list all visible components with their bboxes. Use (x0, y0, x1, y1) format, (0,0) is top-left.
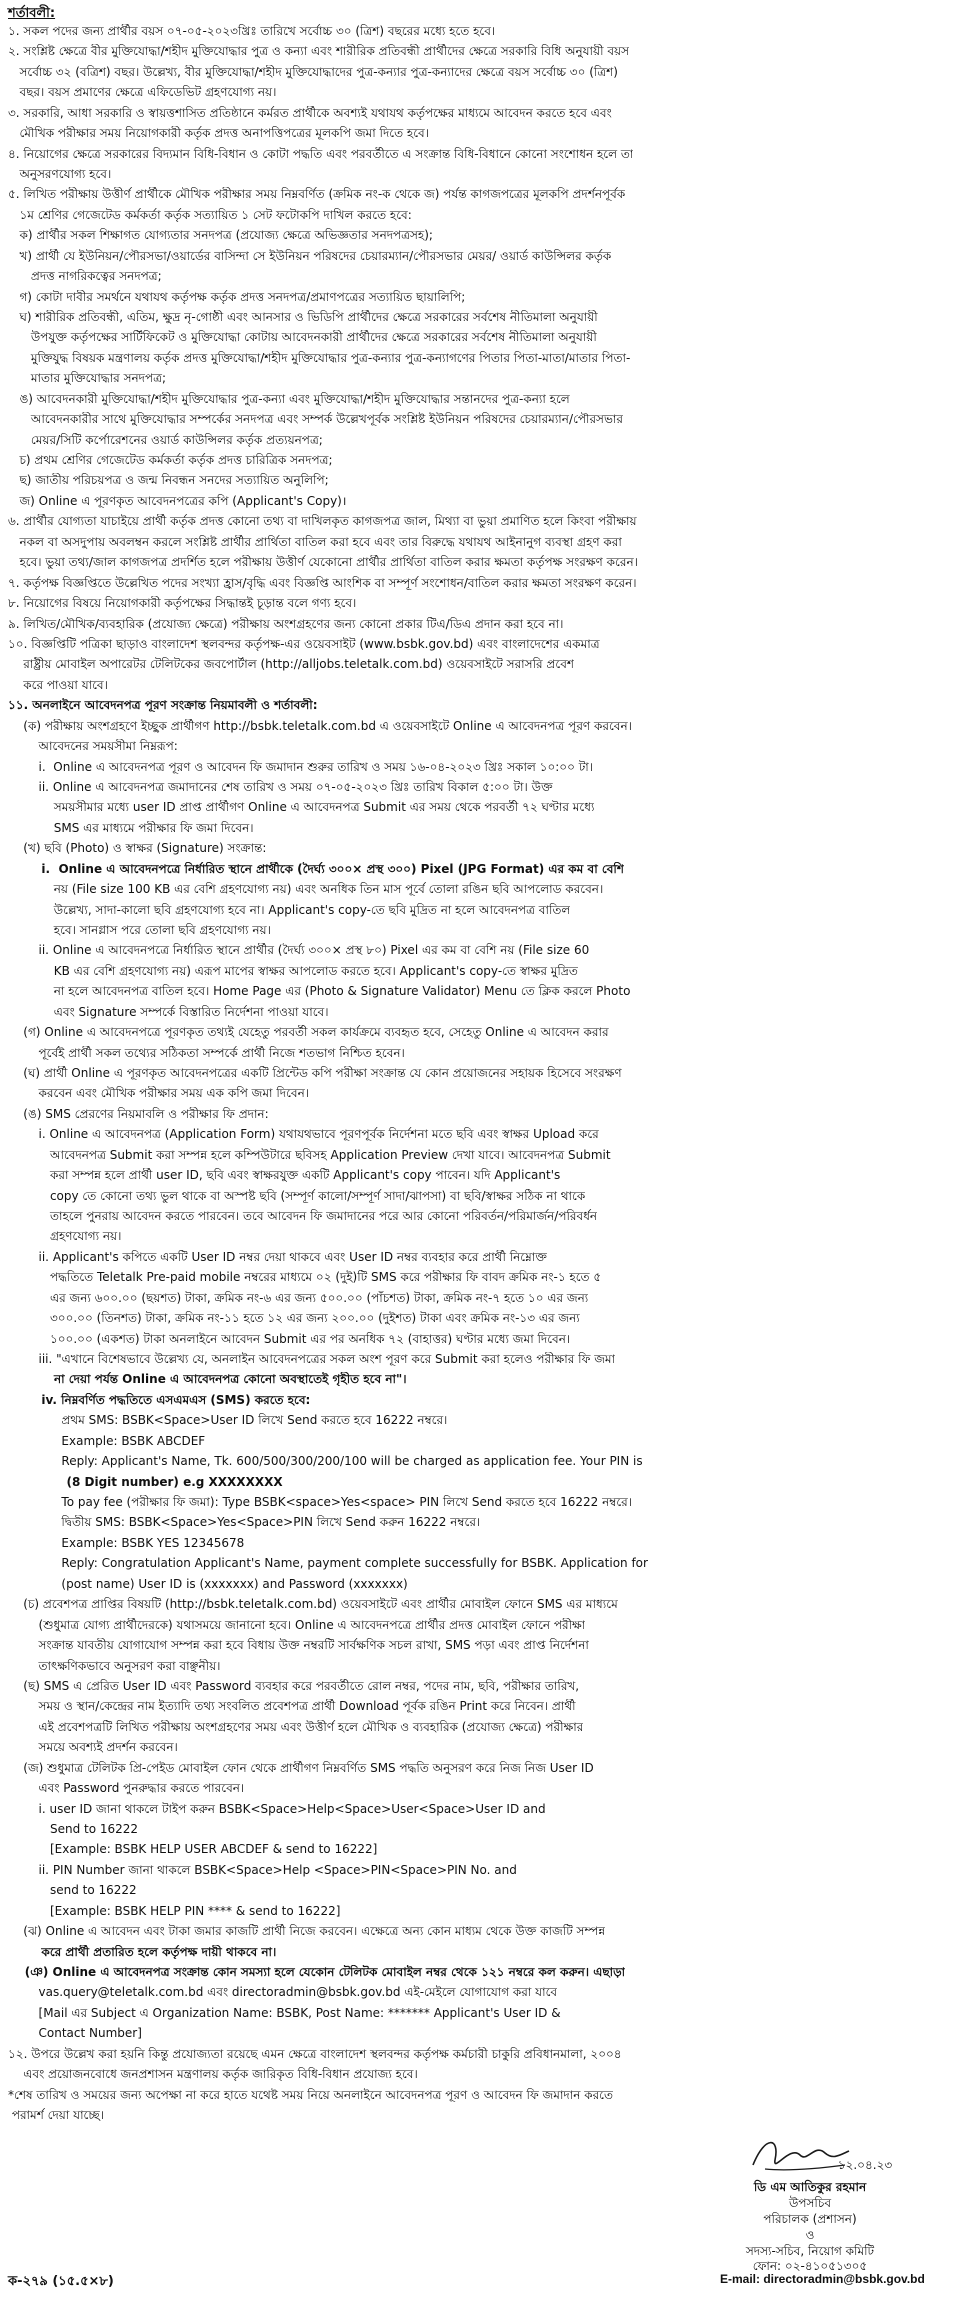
text-line: প্রদত্ত নাগরিকত্বের সনদপত্র; (8, 269, 162, 283)
text-line: আবেদনের সময়সীমা নিম্নরূপ: (8, 739, 178, 753)
text-line: (ক) পরীক্ষায় অংশগ্রহণে ইচ্ছুক প্রার্থীগণ http://bsbk.teletalk.com.bd এ ওয়েবসাইটে Online এ আবেদনপত্র পূরণ করবেন। (8, 719, 632, 733)
text-line: (8 Digit number) e.g XXXXXXXX (8, 1475, 283, 1489)
text-line: না হলে আবেদনপত্র বাতিল হবে। Home Page এর (Photo & Signature Validator) Menu তে ক্লিক করলে Photo (8, 984, 631, 998)
text-line: ৩০০.০০ (তিনশত) টাকা, ক্রমিক নং-১১ হতে ১২ এর জন্য ২০০.০০ (দুইশত) টাকা এবং ক্রমিক নং-১৩ এর জন্য (8, 1311, 580, 1325)
text-line: Example: BSBK ABCDEF (8, 1434, 206, 1448)
text-line: [Example: BSBK HELP USER ABCDEF & send to 16222] (8, 1842, 378, 1856)
text-line: ১০. বিজ্ঞপ্তিটি পত্রিকা ছাড়াও বাংলাদেশ স্থলবন্দর কর্তৃপক্ষ-এর ওয়েবসাইট (www.bsbk.gov.bd) এবং বাংলাদেশের একমাত্র (8, 637, 600, 651)
text-line: ২. সংশ্লিষ্ট ক্ষেত্রে বীর মুক্তিযোদ্ধা/শহীদ মুক্তিযোদ্ধার পুত্র ও কন্যা এবং শারীরিক প্রতিবন্ধী প্রার্থীদের ক্ষেত্রে সরকারি বিধি অনুযায়ী বয়স (8, 44, 630, 58)
text-line: রাষ্ট্রীয় মোবাইল অপারেটর টেলিটকের জবপোর্টাল (http://alljobs.teletalk.com.bd) ওয়েবসাইটে সরাসরি প্রবেশ (8, 657, 574, 671)
text-line: অনুসরণযোগ্য হবে। (8, 167, 112, 181)
signatory-conj: ও (805, 2228, 815, 2242)
text-line: আবেদনকারীর সাথে মুক্তিযোদ্ধার সম্পর্কের সনদপত্র এবং সম্পর্ক উল্লেখপূর্বক সংশ্লিষ্ট ইউনিয়ন পরিষদের চেয়ারম্যান/পৌরসভার (8, 412, 623, 426)
text-line: উল্লেখ্য, সাদা-কালো ছবি গ্রহণযোগ্য হবে না। Applicant's copy-তে ছবি মুদ্রিত না হলে আবেদনপত্র বাতিল (8, 903, 571, 917)
text-line: ঙ) আবেদনকারী মুক্তিযোদ্ধা/শহীদ মুক্তিযোদ্ধার পুত্র-কন্যা এবং মুক্তিযোদ্ধা/শহীদ মুক্তিযোদ্ধার সন্তানদের পুত্র-কন্যা হলে (8, 392, 570, 406)
text-line: পরামর্শ দেয়া যাচ্ছে। (8, 2108, 105, 2122)
text-line: সংক্রান্ত যাবতীয় যোগাযোগ সম্পন্ন করা হবে বিধায় উক্ত নম্বরটি সার্বক্ষণিক সচল রাখা, SMS পড়া এবং প্রাপ্ত নির্দেশনা (8, 1638, 589, 1652)
text-line: করা সম্পন্ন হলে প্রার্থী user ID, ছবি এবং স্বাক্ষরযুক্ত একটি Applicant's copy পাবেন। যদি Applicant's (8, 1168, 561, 1182)
text-line: (জ) শুধুমাত্র টেলিটক প্রি-পেইড মোবাইল ফোন থেকে প্রার্থীগণ নিম্নবর্ণিত SMS পদ্ধতি অনুসরণ করে নিজ নিজ User ID (8, 1761, 594, 1775)
text-line: (গ) Online এ আবেদনপত্রে পূরণকৃত তথ্যই যেহেতু পরবর্তী সকল কার্যক্রমে ব্যবহৃত হবে, সেহেতু Online এ আবেদন করার (8, 1025, 609, 1039)
text-line: To pay fee (পরীক্ষার ফি জমা): Type BSBK<space>Yes<space> PIN লিখে Send করতে হবে 16222 নম্বরে। (8, 1495, 633, 1509)
text-line: i. Online এ আবেদনপত্র পূরণ ও আবেদন ফি জমাদান শুরুর তারিখ ও সময় ১৬-০৪-২০২৩ খ্রিঃ সকাল ১০:০০ টা। (8, 760, 594, 774)
text-line: send to 16222 (8, 1883, 137, 1897)
signatory-phone: ফোন: ০২-৪১০৫১৩০৫ (752, 2259, 868, 2273)
reference-number: ক-২৭৯ (১৫.৫×৮) (8, 2274, 114, 2289)
signatory-designation: উপসচিব (788, 2196, 831, 2210)
text-line: মুক্তিযুদ্ধ বিষয়ক মন্ত্রণালয় কর্তৃক প্রদত্ত মুক্তিযোদ্ধা/শহীদ মুক্তিযোদ্ধার পুত্র-কন্যার পুত্র-কন্যাগণের পিতার পিতা-মাতা/মাতার পিতা- (8, 351, 631, 365)
text-line: (ঝ) Online এ আবেদন এবং টাকা জমার কাজটি প্রার্থী নিজে করবেন। এক্ষেত্রে অন্য কোন মাধ্যম থেকে উক্ত কাজটি সম্পন্ন (8, 1924, 606, 1938)
text-line: সময়সীমার মধ্যে user ID প্রাপ্ত প্রার্থীগণ Online এ আবেদনপত্র Submit এর সময় থেকে পরবর্তী ৭২ ঘণ্টার মধ্যে (8, 800, 595, 814)
text-line: খ) প্রার্থী যে ইউনিয়ন/পৌরসভা/ওয়ার্ডের বাসিন্দা সে ইউনিয়ন পরিষদের চেয়ারম্যান/পৌরসভার মেয়র/ ওয়ার্ড কাউন্সিলর কর্তৃক (8, 249, 612, 263)
text-line: ১২. উপরে উল্লেখ করা হয়নি কিন্তু প্রযোজ্যতা রয়েছে এমন ক্ষেত্রে বাংলাদেশ স্থলবন্দর কর্তৃপক্ষ কর্মচারী চাকুরি প্রবিধানমালা, ২০০৪ (8, 2047, 622, 2061)
text-line: এর জন্য ৬০০.০০ (ছয়শত) টাকা, ক্রমিক নং-৬ এর জন্য ৫০০.০০ (পাঁচশত) টাকা, ক্রমিক নং-৭ হতে ১০ এর জন্য (8, 1291, 589, 1305)
text-line: ১. সকল পদের জন্য প্রার্থীর বয়স ০৭-০৫-২০২৩খ্রিঃ তারিখে সর্বোচ্চ ৩০ (ত্রিশ) বছরের মধ্যে হতে হবে। (8, 24, 496, 38)
text-line: চ) প্রথম শ্রেণির গেজেটেড কর্মকর্তা কর্তৃক প্রদত্ত চারিত্রিক সনদপত্র; (8, 453, 333, 467)
text-line: ii. Online এ আবেদনপত্র জমাদানের শেষ তারিখ ও সময় ০৭-০৫-২০২৩ খ্রিঃ তারিখ বিকাল ৫:০০ টা। উক্ত (8, 780, 553, 794)
text-line: Contact Number] (8, 2026, 142, 2040)
text-line: copy তে কোনো তথ্য ভুল থাকে বা অস্পষ্ট ছবি (সম্পূর্ণ কালো/সম্পূর্ণ সাদা/ঝাপসা) বা ছবি/স্বাক্ষর সঠিক না থাকে (8, 1189, 586, 1203)
text-line: iii. "এখানে বিশেষভাবে উল্লেখ্য যে, অনলাইন আবেদনপত্রের সকল অংশ পূরণ করে Submit করা হলেও পরীক্ষার ফি জমা (8, 1352, 616, 1366)
text-line: (ঙ) SMS প্রেরণের নিয়মাবলি ও পরীক্ষার ফি প্রদান: (8, 1107, 269, 1121)
text-line: (post name) User ID is (xxxxxxx) and Password (xxxxxxx) (8, 1577, 408, 1591)
text-line: Reply: Congratulation Applicant's Name, payment complete successfully for BSBK. Application for (8, 1556, 648, 1570)
text-line: ৬. প্রার্থীর যোগ্যতা যাচাইয়ে প্রার্থী কর্তৃক প্রদত্ত কোনো তথ্য বা দাখিলকৃত কাগজপত্র জাল, মিথ্যা বা ভুয়া প্রমাণিত হলে কিংবা পরীক্ষায় (8, 514, 637, 528)
text-line: উপযুক্ত কর্তৃপক্ষের সার্টিফিকেট ও মুক্তিযোদ্ধা কোটায় আবেদনকারী প্রার্থীদের ক্ষেত্রে সরকারের সর্বশেষ নীতিমালা অনুযায়ী (8, 330, 597, 344)
text-line: SMS এর মাধ্যমে পরীক্ষার ফি জমা দিবেন। (8, 821, 254, 835)
text-line: এবং Password পুনরুদ্ধার করতে পারবেন। (8, 1781, 245, 1795)
text-line: মৌখিক পরীক্ষার সময় নিয়োগকারী কর্তৃক প্রদত্ত অনাপত্তিপত্রের মূলকপি জমা দিতে হবে। (8, 126, 429, 140)
text-line: ii. Online এ আবেদনপত্রে নির্ধারিত স্থানে প্রার্থীর (দৈর্ঘ্য ৩০০× প্রস্থ ৮০) Pixel এর কম বা বেশি নয় (File size 60 (8, 943, 590, 957)
text-line: i. user ID জানা থাকলে টাইপ করুন BSBK<Space>Help<Space>User<Space>User ID and (8, 1802, 546, 1816)
text-line: হবে। ভুয়া তথ্য/জাল কাগজপত্র প্রদর্শিত হলে পরীক্ষায় উত্তীর্ণ যেকোনো প্রার্থীর প্রার্থিতা বাতিল করার ক্ষমতা কর্তৃপক্ষ সংরক্ষণ করেন। (8, 555, 638, 569)
text-line: ১১. অনলাইনে আবেদনপত্র পূরণ সংক্রান্ত নিয়মাবলী ও শর্তাবলী: (8, 698, 318, 712)
text-line: হবে। সানগ্লাস পরে তোলা ছবি গ্রহণযোগ্য নয়। (8, 923, 271, 937)
text-line: Send to 16222 (8, 1822, 139, 1836)
text-line: নকল বা অসদুপায় অবলম্বন করলে সংশ্লিষ্ট প্রার্থীর প্রার্থিতা বাতিল করা হবে এবং তার বিরুদ্ধে যথাযথ আইনানুগ ব্যবস্থা গ্রহণ করা (8, 535, 622, 549)
text-line: না দেয়া পর্যন্ত Online এ আবেদনপত্র কোনো অবস্থাতেই গৃহীত হবে না"। (8, 1372, 407, 1386)
text-line: ১ম শ্রেণির গেজেটেড কর্মকর্তা কর্তৃক সত্যায়িত ১ সেট ফটোকপি দাখিল করতে হবে: (8, 208, 412, 222)
text-line: (ঘ) প্রার্থী Online এ পূরণকৃত আবেদনপত্রের একটি প্রিন্টেড কপি পরীক্ষা সংক্রান্ত যে কোন প্রয়োজনের সহায়ক হিসেবে সংরক্ষণ (8, 1066, 622, 1080)
text-line: i. Online এ আবেদনপত্রে নির্ধারিত স্থানে প্রার্থীকে (দৈর্ঘ্য ৩০০× প্রস্থ ৩০০) Pixel (JPG Format) এর কম বা বেশি (8, 862, 624, 876)
text-line: ক) প্রার্থীর সকল শিক্ষাগত যোগ্যতার সনদপত্র (প্রযোজ্য ক্ষেত্রে অভিজ্ঞতার সনদপত্রসহ); (8, 228, 433, 242)
text-line: দ্বিতীয় SMS: BSBK<Space>Yes<Space>PIN লিখে Send করুন 16222 নম্বরে। (8, 1515, 481, 1529)
signature-image (745, 2125, 855, 2185)
signatory-committee: সদস্য-সচিব, নিয়োগ কমিটি (745, 2244, 875, 2258)
signature-date: ১২.০৪.২৩ (837, 2158, 893, 2172)
text-line: জ) Online এ পূরণকৃত আবেদনপত্রের কপি (Applicant's Copy)। (8, 494, 347, 508)
text-line: vas.query@teletalk.com.bd এবং directoradmin@bsbk.gov.bd এই-মেইলে যোগাযোগ করা যাবে (8, 1985, 558, 1999)
text-line: ৩. সরকারি, আধা সরকারি ও স্বায়ত্তশাসিত প্রতিষ্ঠানে কর্মরত প্রার্থীকে অবশ্যই যথাযথ কর্তৃপক্ষের মাধ্যমে আবেদন করতে হবে এবং (8, 106, 612, 120)
text-line: ৯. লিখিত/মৌখিক/ব্যবহারিক (প্রযোজ্য ক্ষেত্রে) পরীক্ষায় অংশগ্রহণের জন্য কোনো প্রকার টিএ/ডিএ প্রদান করা হবে না। (8, 617, 564, 631)
text-line: সর্বোচ্চ ৩২ (বত্রিশ) বছর। উল্লেখ্য, বীর মুক্তিযোদ্ধা/শহীদ মুক্তিযোদ্ধাদের পুত্র-কন্যার পুত্র-কন্যাদের ক্ষেত্রে বয়স সর্বোচ্চ ৩০ (ত্রিশ) (8, 65, 618, 79)
text-line: iv. নিম্নবর্ণিত পদ্ধতিতে এসএমএস (SMS) করতে হবে: (8, 1393, 311, 1407)
text-line: (ছ) SMS এ প্রেরিত User ID এবং Password ব্যবহার করে পরবর্তীতে রোল নম্বর, পদের নাম, ছবি, পরীক্ষার তারিখ, (8, 1679, 580, 1693)
text-line: ছ) জাতীয় পরিচয়পত্র ও জন্ম নিবন্ধন সনদের সত্যায়িত অনুলিপি; (8, 473, 329, 487)
text-line: সময়ে অবশ্যই প্রদর্শন করবেন। (8, 1740, 178, 1754)
text-line: এই প্রবেশপত্রটি লিখিত পরীক্ষায় অংশগ্রহণের সময় এবং উত্তীর্ণ হলে মৌখিক ও ব্যবহারিক (প্রযোজ্য ক্ষেত্রে) পরীক্ষার (8, 1720, 584, 1734)
text-line: তাৎক্ষণিকভাবে অনুসরণ করা বাঞ্ছনীয়। (8, 1659, 221, 1673)
signatory-office: পরিচালক (প্রশাসন) (763, 2212, 857, 2226)
page-title: শর্তাবলী: (8, 6, 56, 21)
text-line: KB এর বেশি গ্রহণযোগ্য নয়) এরূপ মাপের স্বাক্ষর আপলোড করতে হবে। Applicant's copy-তে স্বাক্ষর মুদ্রিত (8, 964, 578, 978)
text-line: ৮. নিয়োগের বিষয়ে নিয়োগকারী কর্তৃপক্ষের সিদ্ধান্তই চূড়ান্ত বলে গণ্য হবে। (8, 596, 357, 610)
text-line: গ্রহণযোগ্য নয়। (8, 1229, 122, 1243)
text-line: *শেষ তারিখ ও সময়ের জন্য অপেক্ষা না করে হাতে যথেষ্ট সময় নিয়ে অনলাইনে আবেদনপত্র পূরণ ও আবেদন ফি জমাদান করতে (8, 2088, 614, 2102)
text-line: এবং প্রয়োজনবোধে জনপ্রশাসন মন্ত্রণালয় কর্তৃক জারিকৃত বিধি-বিধান প্রযোজ্য হবে। (8, 2067, 418, 2081)
text-line: বছর। বয়স প্রমাণের ক্ষেত্রে এফিডেভিট গ্রহণযোগ্য নয়। (8, 85, 277, 99)
contact-email: E-mail: directoradmin@bsbk.gov.bd (720, 2272, 925, 2286)
text-line: সময় ও স্থান/কেন্দ্রের নাম ইত্যাদি তথ্য সংবলিত প্রবেশপত্র প্রার্থী Download পূর্বক রঙিন Print করে নিবেন। প্রার্থী (8, 1699, 576, 1713)
text-line: ৪. নিয়োগের ক্ষেত্রে সরকারের বিদ্যমান বিধি-বিধান ও কোটা পদ্ধতি এবং পরবর্তীতে এ সংক্রান্ত বিধি-বিধানে কোনো সংশোধন হলে তা (8, 147, 634, 161)
text-line: তাহলে পুনরায় আবেদন করতে পারবেন। তবে আবেদন ফি জমাদানের পরে আর কোনো পরিবর্তন/পরিমার্জন/পরিবর্ধন (8, 1209, 598, 1223)
text-line: নয় (File size 100 KB এর বেশি গ্রহণযোগ্য নয়) এবং অনধিক তিন মাস পূর্বে তোলা রঙিন ছবি আপলোড করবেন। (8, 882, 604, 896)
text-line: ঘ) শারীরিক প্রতিবন্ধী, এতিম, ক্ষুদ্র নৃ-গোষ্ঠী এবং আনসার ও ভিডিপি প্রার্থীদের ক্ষেত্রে সরকারের সর্বশেষ নীতিমালা অনুযায়ী (8, 310, 598, 324)
signatory-name: ডি এম আতিকুর রহমান (753, 2180, 867, 2194)
text-line: (ঞ) Online এ আবেদনপত্র সংক্রান্ত কোন সমস্যা হলে যেকোন টেলিটক মোবাইল নম্বর থেকে ১২১ নম্বরে কল করুন। এছাড়া (8, 1965, 626, 1979)
text-line: এবং Signature সম্পর্কে বিস্তারিত নির্দেশনা পাওয়া যাবে। (8, 1005, 329, 1019)
text-line: মাতার মুক্তিযোদ্ধার সনদপত্র; (8, 371, 166, 385)
text-line: আবেদনপত্র Submit করা সম্পন্ন হলে কম্পিউটারে ছবিসহ Application Preview দেখা যাবে। আবেদনপত্র Submit (8, 1148, 611, 1162)
text-line: i. Online এ আবেদনপত্র (Application Form) যথাযথভাবে পূরণপূর্বক নির্দেশনা মতে ছবি এবং স্বাক্ষর Upload করে (8, 1127, 599, 1141)
text-line: [Example: BSBK HELP PIN **** & send to 16222] (8, 1904, 341, 1918)
text-line: (চ) প্রবেশপত্র প্রাপ্তির বিষয়টি (http://bsbk.teletalk.com.bd) ওয়েবসাইটে এবং প্রার্থীর মোবাইল ফোনে SMS এর মাধ্যমে (8, 1597, 618, 1611)
text-line: ৭. কর্তৃপক্ষ বিজ্ঞপ্তিতে উল্লেখিত পদের সংখ্যা হ্রাস/বৃদ্ধি এবং বিজ্ঞপ্তি আংশিক বা সম্পূর্ণ সংশোধন/বাতিল করার ক্ষমতা সংরক্ষণ করেন। (8, 576, 637, 590)
text-line: মেয়র/সিটি কর্পোরেশনের ওয়ার্ড কাউন্সিলর কর্তৃক প্রত্যয়নপত্র; (8, 433, 323, 447)
text-line: (খ) ছবি (Photo) ও স্বাক্ষর (Signature) সংক্রান্ত: (8, 841, 267, 855)
text-line: ১০০.০০ (একশত) টাকা অনলাইনে আবেদন Submit এর পর অনধিক ৭২ (বাহাত্তর) ঘণ্টার মধ্যে জমা দিবেন। (8, 1332, 571, 1346)
text-line: [Mail এর Subject এ Organization Name: BSBK, Post Name: ******* Applicant's User ID & (8, 2006, 561, 2020)
text-line: গ) কোটা দাবীর সমর্থনে যথাযথ কর্তৃপক্ষ কর্তৃক প্রদত্ত সনদপত্র/প্রমাণপত্রের সত্যায়িত ছায়ালিপি; (8, 290, 466, 304)
text-line: করে প্রার্থী প্রতারিত হলে কর্তৃপক্ষ দায়ী থাকবে না। (8, 1945, 277, 1959)
text-line: প্রথম SMS: BSBK<Space>User ID লিখে Send করতে হবে 16222 নম্বরে। (8, 1413, 448, 1427)
text-line: Reply: Applicant's Name, Tk. 600/500/300/200/100 will be charged as application fee. Your PIN is (8, 1454, 643, 1468)
text-line: ৫. লিখিত পরীক্ষায় উত্তীর্ণ প্রার্থীকে মৌখিক পরীক্ষার সময় নিম্নবর্ণিত (ক্রমিক নং-ক থেকে জ) পর্যন্ত কাগজপত্রের মূলকপি প্রদর্শনপূর্বক (8, 187, 626, 201)
text-line: (শুধুমাত্র যোগ্য প্রার্থীদেরকে) যথাসময়ে জানানো হবে। Online এ আবেদনপত্রে প্রার্থীর প্রদত্ত মোবাইল ফোনে পরীক্ষা (8, 1618, 586, 1632)
text-line: পদ্ধতিতে Teletalk Pre-paid mobile নম্বরের মাধ্যমে ০২ (দুই)টি SMS করে পরীক্ষার ফি বাবদ ক্রমিক নং-১ হতে ৫ (8, 1270, 602, 1284)
text-line: ii. Applicant's কপিতে একটি User ID নম্বর দেয়া থাকবে এবং User ID নম্বর ব্যবহার করে প্রার্থী নিম্নোক্ত (8, 1250, 547, 1264)
text-line: করবেন এবং মৌখিক পরীক্ষার সময় এক কপি জমা দিবেন। (8, 1086, 310, 1100)
text-line: করে পাওয়া যাবে। (8, 678, 108, 692)
text-line: ii. PIN Number জানা থাকলে BSBK<Space>Help <Space>PIN<Space>PIN No. and (8, 1863, 517, 1877)
text-line: পূর্বেই প্রার্থী সকল তথ্যের সঠিকতা সম্পর্কে প্রার্থী নিজে শতভাগ নিশ্চিত হবেন। (8, 1046, 405, 1060)
text-line: Example: BSBK YES 12345678 (8, 1536, 245, 1550)
